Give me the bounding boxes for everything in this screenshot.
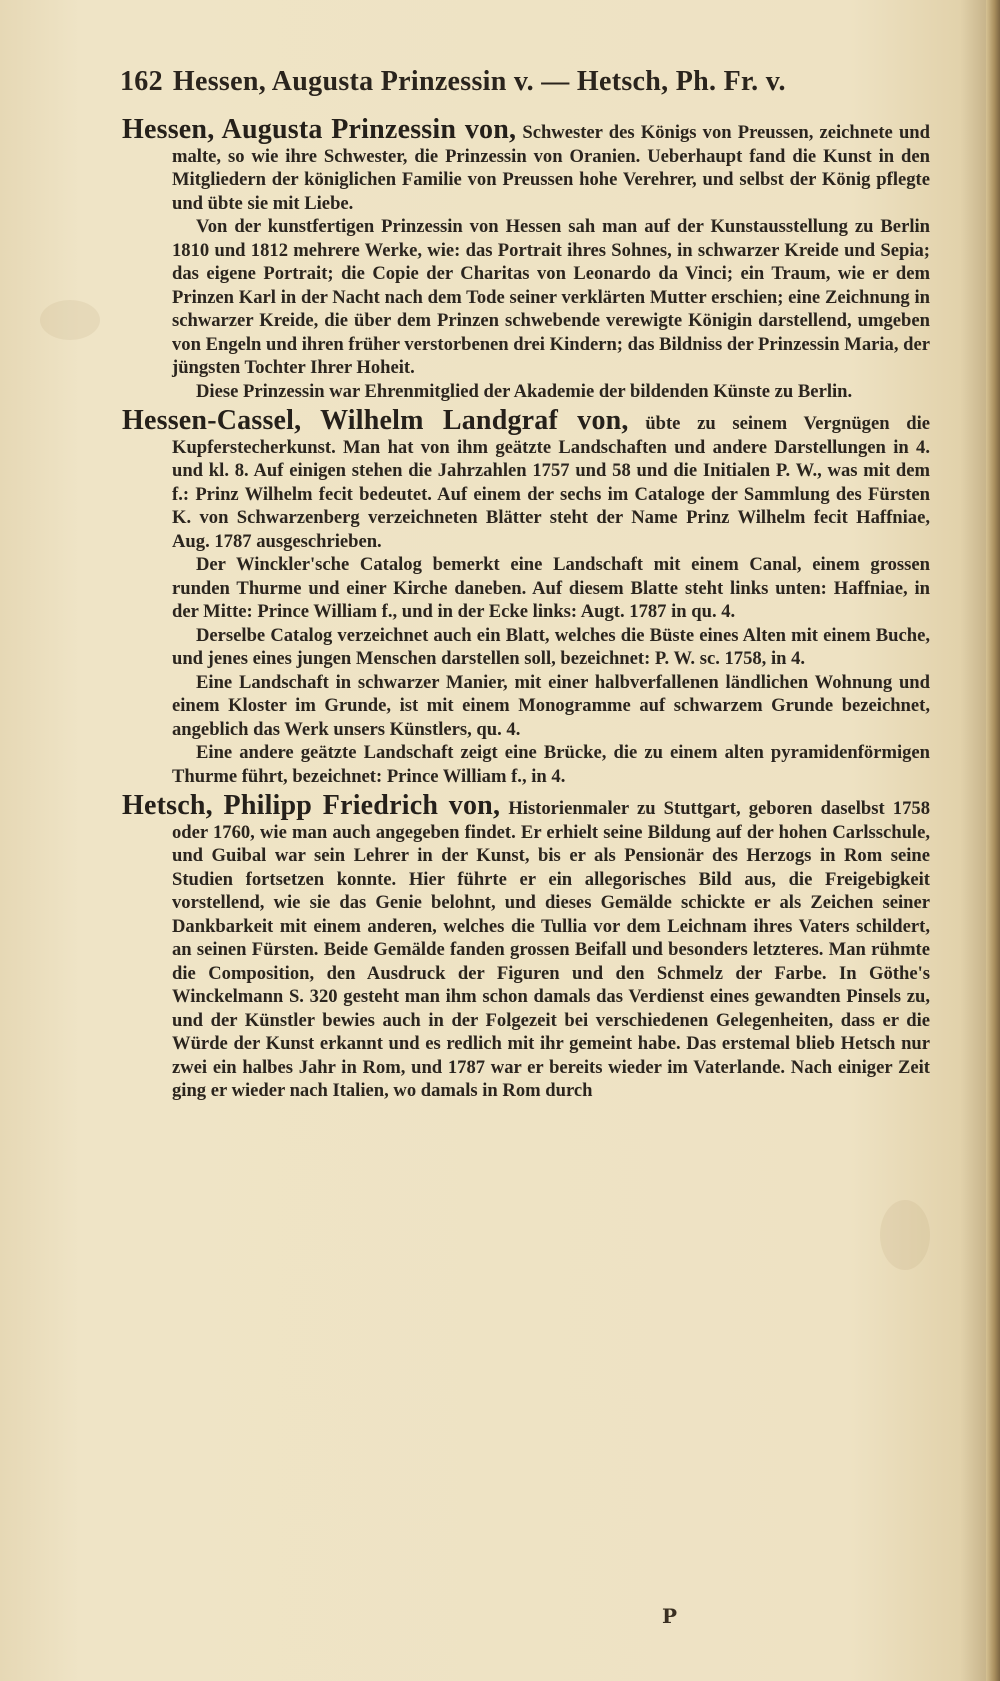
page-edge [986,0,1000,1681]
entry-paragraph [122,790,930,1103]
paragraph-text: übte zu seinem Vergnügen die Kupferstecherkunst. Man hat von ihm geätzte Landschaften und andere Darstellungen in 4. und kl. 8. Auf einigen stehen die Jahrzahlen 1757 und 58 und die Initialen P. W., was mit dem f.: Prinz Wilhelm fecit bedeutet. Auf einem der sechs im Cataloge der Sammlung des Fürsten K. von Schwarzenberg verzeichneten Blätter steht der Name Prinz Wilhelm fecit Haffniae, Aug. 1787 ausgeschrieben. [172,413,930,552]
entry-paragraph: Von der kunstfertigen Prinzessin von Hessen sah man auf der Kunstausstellung zu Berlin 1810 und 1812 mehrere Werke, wie: das Portrait ihres Sohnes, in schwarzer Kreide und Sepia; das eigene Portrait; die Copie der Charitas von Leonardo da Vinci; ein Traum, wie er dem Prinzen Karl in der Nacht nach dem Tode seiner verklärten Mutter erschien; eine Zeichnung in schwarzer Kreide, die über dem Prinzen schwebende verewigte Königin darstellend, umgeben von Engeln und ihren früher verstorbenen drei Kindern; das Bildniss der Prinzessin Maria, der jüngsten Tochter Ihrer Hoheit. [172,216,930,378]
paragraph-text: Schwester des Königs von Preussen, zeichnete und malte, so wie ihre Schwester, die Prinzessin von Oranien. Ueberhaupt fand die Kunst in den Mitgliedern der königlichen Familie von Preussen hohe Verehrer, und selbst der König pflegte und übte sie mit Liebe. [172,122,930,214]
entry-paragraph: Der Winckler'sche Catalog bemerkt eine Landschaft mit einem Canal, einem grossen runden Thurme und einer Kirche daneben. Auf diesem Blatte steht links unten: Haffniae, in der Mitte: Prince William f., und in der Ecke links: Augt. 1787 in qu. 4. [172,554,930,622]
body-text [122,114,930,1109]
entry-paragraph: Eine Landschaft in schwarzer Manier, mit einer halbverfallenen ländlichen Wohnung und einem Kloster im Grunde, ist mit einem Monogramme auf schwarzem Grunde bezeichnet, angeblich das Werk unsers Künstlers, qu. 4. [172,671,930,740]
entry-paragraph: Diese Prinzessin war Ehrenmitglied der Akademie der bildenden Künste zu Berlin. [196,380,853,402]
footer-mark: P [662,1604,678,1628]
entry-hetsch [122,790,930,1103]
entry-paragraph [122,114,930,215]
entry-hessen-cassel [122,405,930,788]
entry-headword: Hessen-Cassel, Wilhelm Landgraf von, [122,405,629,436]
paper-stain [40,300,100,340]
paragraph-text: Historienmaler zu Stuttgart, geboren daselbst 1758 oder 1760, wie man auch angegeben findet. Er erhielt seine Bildung auf der hohen Carlsschule, und Guibal war sein Lehrer in der Kunst, bis er als Pensionär des Herzogs in Rom seine Studien fortsetzen konnte. Hier führte er ein allegorisches Bild aus, die Freigebigkeit vorstellend, wie sie das Genie belohnt, und dieses Gemälde schickte er als Zeichen seiner Dankbarkeit mit einem anderen, welches die Tullia vor dem Leichnam ihres Vaters schildert, an seinen Fürsten. Beide Gemälde fanden grossen Beifall und besonders letzteres. Man rühmte die Composition, den Ausdruck der Figuren und den Schmelz der Farbe. In Göthe's Winckelmann S. 320 gesteht man ihm schon damals das Verdienst eines gewandten Pinsels zu, und der Künstler bewies auch in der Folgezeit bei verschiedenen Gelegenheiten, dass er die Würde der Kunst erkannt und es redlich mit ihr gemeint habe. Das erstemal blieb Hetsch nur zwei ein halbes Jahr in Rom, und 1787 war er bereits wieder im Vaterlande. Nach einiger Zeit ging er wieder nach Italien, wo damals in Rom durch [172,798,930,1101]
running-header [120,66,940,98]
page-number: 162 [120,66,163,97]
paper-stain [880,1200,930,1270]
entry-paragraph [122,405,930,553]
header-title: Hessen, Augusta Prinzessin v. — Hetsch, Ph. Fr. v. [172,66,786,97]
entry-paragraph: Derselbe Catalog verzeichnet auch ein Blatt, welches die Büste eines Alten mit einem Buche, und jenes eines jungen Menschen darstellen soll, bezeichnet: P. W. sc. 1758, in 4. [172,624,930,669]
entry-paragraph: Eine andere geätzte Landschaft zeigt eine Brücke, die zu einem alten pyramidenförmigen Thurme führt, bezeichnet: Prince William f., in 4. [172,742,930,787]
entry-headword: Hessen, Augusta Prinzessin von, [122,114,517,145]
entry-headword: Hetsch, Philipp Friedrich von, [122,790,501,821]
entry-hessen-augusta [122,114,930,403]
